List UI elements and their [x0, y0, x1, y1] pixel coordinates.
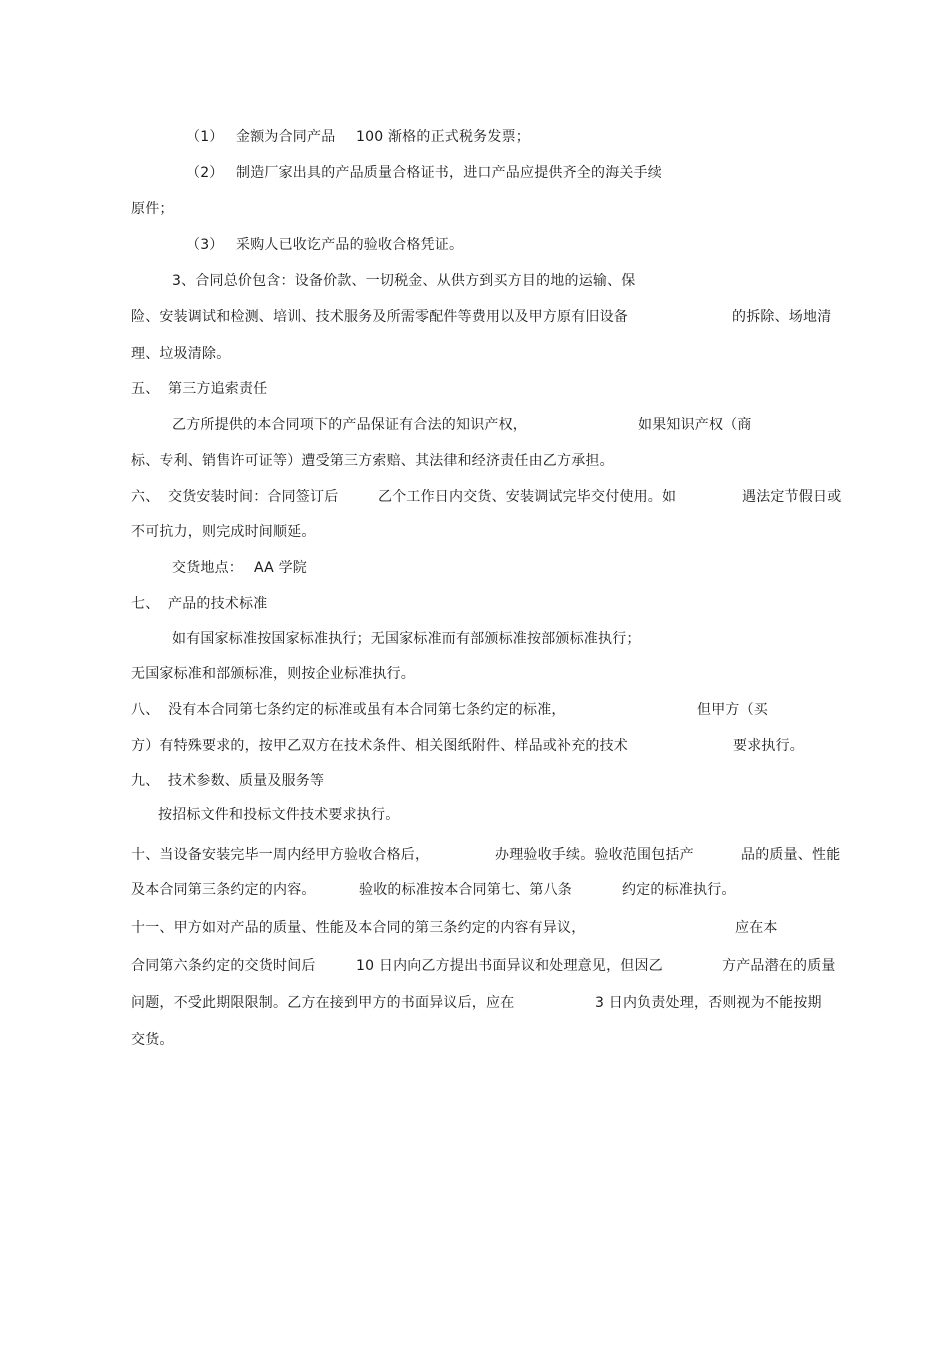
text-line [0, 200, 950, 218]
text-segment: 不可抗力，则完成时间顺延。 [131, 524, 316, 540]
text-segment: 无国家标准和部颁标准，则按企业标准执行。 [131, 666, 415, 682]
section-title: 产品的技术标准 [168, 596, 268, 612]
section-heading [0, 919, 950, 937]
text-segment: 十、当设备安装完毕一周内经甲方验收合格后， [131, 847, 430, 863]
item-number: （1） [186, 129, 224, 145]
text-segment: AA 学院 [254, 560, 307, 576]
text-segment: 100 渐格的正式税务发票； [356, 129, 530, 145]
text-segment: 3 日内负责处理，否则视为不能按期 [595, 995, 822, 1011]
text-line [0, 994, 950, 1012]
text-line [0, 272, 950, 290]
text-segment: 交货地点： [172, 560, 243, 576]
text-segment: 理、垃圾清除。 [131, 346, 231, 362]
text-segment: 应在本 [735, 920, 778, 936]
text-segment: 交货安装时间：合同签订后 [168, 489, 339, 505]
text-line [0, 957, 950, 975]
text-segment: 原件； [131, 201, 174, 217]
text-segment: 的拆除、场地清 [732, 309, 832, 325]
section-number: 七、 [131, 596, 160, 612]
text-line [0, 881, 950, 899]
text-line [0, 1031, 950, 1049]
text-segment: 按招标文件和投标文件技术要求执行。 [158, 807, 400, 823]
section-number: 五、 [131, 381, 160, 397]
text-segment: 采购人已收讫产品的验收合格凭证。 [236, 237, 464, 253]
section-title: 技术参数、质量及服务等 [168, 773, 325, 789]
text-segment: 问题，不受此期限限制。乙方在接到甲方的书面异议后，应在 [131, 995, 515, 1011]
text-line [0, 416, 950, 434]
item-number: （3） [186, 237, 224, 253]
text-segment: 没有本合同第七条约定的标准或虽有本合同第七条约定的标准， [168, 702, 566, 718]
text-segment: 约定的标准执行。 [622, 882, 736, 898]
text-line [0, 236, 950, 254]
text-segment: 遇法定节假日或 [742, 489, 842, 505]
text-segment: 但甲方（买 [697, 702, 768, 718]
section-heading [0, 595, 950, 613]
text-segment: 品的质量、性能 [741, 847, 841, 863]
text-segment: 要求执行。 [733, 738, 804, 754]
text-line [0, 559, 950, 577]
text-segment: 十一、甲方如对产品的质量、性能及本合同的第三条约定的内容有异议， [131, 920, 586, 936]
text-segment: 乙个工作日内交货、安装调试完毕交付使用。如 [378, 489, 677, 505]
section-number: 九、 [131, 773, 160, 789]
text-line [0, 523, 950, 541]
text-segment: 及本合同第三条约定的内容。 [131, 882, 316, 898]
section-heading [0, 772, 950, 790]
text-segment: 险、安装调试和检测、培训、技术服务及所需零配件等费用以及甲方原有旧设备 [131, 309, 628, 325]
text-segment: 制造厂家出具的产品质量合格证书，进口产品应提供齐全的海关手续 [236, 165, 662, 181]
text-segment: 10 日内向乙方提出书面异议和处理意见，但因乙 [356, 958, 663, 974]
text-line [0, 665, 950, 683]
section-title: 第三方追索责任 [168, 381, 268, 397]
text-segment: 交货。 [131, 1032, 174, 1048]
text-segment: 办理验收手续。验收范围包括产 [495, 847, 694, 863]
text-line [0, 806, 950, 824]
text-segment: 金额为合同产品 [236, 129, 336, 145]
section-heading [0, 701, 950, 719]
text-segment: 如果知识产权（商 [638, 417, 752, 433]
section-heading [0, 380, 950, 398]
text-line [0, 128, 950, 146]
section-heading [0, 488, 950, 506]
text-line [0, 737, 950, 755]
text-line [0, 452, 950, 470]
section-number: 八、 [131, 702, 160, 718]
section-number: 六、 [131, 489, 160, 505]
item-number: （2） [186, 165, 224, 181]
text-segment: 方产品潜在的质量 [722, 958, 836, 974]
text-segment: 乙方所提供的本合同项下的产品保证有合法的知识产权， [172, 417, 527, 433]
text-line [0, 308, 950, 326]
text-segment: 合同第六条约定的交货时间后 [131, 958, 316, 974]
text-segment: 验收的标准按本合同第七、第八条 [359, 882, 572, 898]
text-line [0, 345, 950, 363]
text-segment: 如有国家标准按国家标准执行；无国家标准而有部颁标准按部颁标准执行； [172, 631, 641, 647]
section-heading [0, 846, 950, 864]
text-line [0, 630, 950, 648]
text-segment: 方）有特殊要求的，按甲乙双方在技术条件、相关图纸附件、样品或补充的技术 [131, 738, 628, 754]
text-line [0, 164, 950, 182]
text-segment: 3、合同总价包含：设备价款、一切税金、从供方到买方目的地的运输、保 [172, 273, 636, 289]
text-segment: 标、专利、销售许可证等）遭受第三方索赔、其法律和经济责任由乙方承担。 [131, 453, 614, 469]
